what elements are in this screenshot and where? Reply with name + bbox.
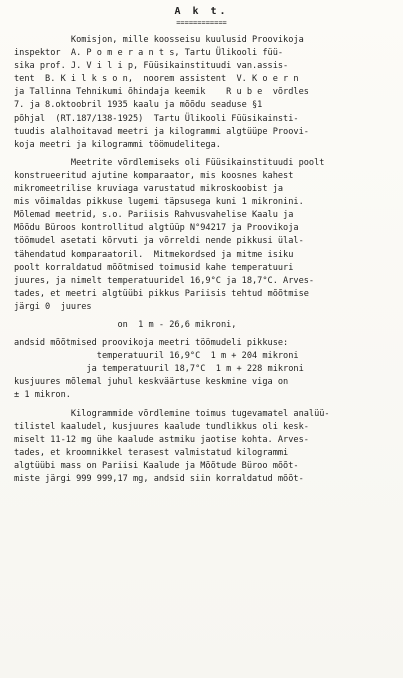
text-line: töömudel asetati kõrvuti ja võrreldi nende pikkusi ülal- <box>14 236 304 247</box>
text-line: konstrueeritud ajutine komparaator, mis koosnes kahest <box>14 170 294 181</box>
text-line: juures, ja nimelt temperatuuridel 16,9°C ja 18,7°C. Arves- <box>14 275 315 286</box>
text-line: 7. ja 8.oktoobril 1935 kaalu ja mõõdu seaduse §1 <box>14 100 263 111</box>
document-body <box>14 34 396 486</box>
text-line: järgi 0 juures <box>14 301 92 312</box>
text-line: Mõlemad meetrid, s.o. Pariisis Rahvusvahelise Kaalu ja <box>14 210 294 221</box>
paragraph-intro <box>14 34 396 152</box>
paragraph-length <box>14 319 396 332</box>
text-line: tades, et kroomnikkel terasest valmistatud kilogrammi <box>14 447 289 458</box>
text-line: tilistel kaaludel, kusjuures kaalude tundlikkus oli kesk- <box>14 421 309 432</box>
title-underline: ============ <box>176 19 227 27</box>
text-line: ja Tallinna Tehnikumi õhindaja keemik R u b e võrdles <box>14 87 309 98</box>
text-line: ja temperatuuril 18,7°C 1 m + 228 mikroni <box>14 364 304 375</box>
paragraph-kilograms <box>14 408 396 487</box>
text-line: tuudis alalhoitavad meetri ja kilogrammi algtüüpe Proovi- <box>14 126 309 137</box>
text-line: algtüübi mass on Pariisi Kaalude ja Mõõtude Büroo mõõt- <box>14 460 299 471</box>
text-line: mikromeetrilise kruviaga varustatud mikroskoobist ja <box>14 184 284 195</box>
paragraph-measurements <box>14 337 396 402</box>
text-line: Mõõdu Büroos kontrollitud algtüüp N°94217 ja Proovikoja <box>14 223 299 234</box>
text-line: tent B. K i l k s o n, noorem assistent V. K o e r n <box>14 74 299 85</box>
text-line: tähendatud komparaatoril. Mitmekordsed ja mitme isiku <box>14 249 294 260</box>
text-line: poolt korraldatud mõõtmised toimusid kahe temperatuuri <box>14 262 294 273</box>
text-line: sika prof. J. V i l i p, Füüsikainstituudi van.assis- <box>14 61 289 72</box>
text-line: koja meetri ja kilogrammi töömudelitega. <box>14 139 221 150</box>
text-line: ± 1 mikron. <box>14 390 71 401</box>
text-line: miselt 11-12 mg ühe kaalude astmiku jaotise kohta. Arves- <box>14 434 309 445</box>
text-line: põhjal (RT.187/138-1925) Tartu Ülikooli Füüsikainsti- <box>14 113 299 124</box>
text-line: inspektor A. P o m e r a n t s, Tartu Ülikooli füü- <box>14 48 284 59</box>
text-line: Kilogrammide võrdlemine toimus tugevamatel analüü- <box>14 408 330 419</box>
text-line: mis võimaldas pikkuse lugemi täpsusega kuni 1 mikronini. <box>14 197 304 208</box>
text-line: Komisjon, mille koosseisu kuulusid Proovikoja <box>14 35 304 45</box>
text-line: kusjuures mõlemal juhul keskväärtuse keskmine viga on <box>14 377 289 388</box>
text-line: miste järgi 999 999,17 mg, andsid siin korraldatud mõõt- <box>14 474 304 484</box>
paragraph-meters <box>14 157 396 314</box>
text-line: temperatuuril 16,9°C 1 m + 204 mikroni <box>14 351 299 362</box>
document-title: A k t. <box>174 6 229 17</box>
text-line: Meetrite võrdlemiseks oli Füüsikainstituudi poolt <box>14 157 325 168</box>
text-line: on 1 m - 26,6 mikroni, <box>14 319 237 330</box>
text-line: tades, et meetri algtüübi pikkus Pariisis tehtud mõõtmise <box>14 288 309 299</box>
text-line: andsid mõõtmised proovikoja meetri töömudeli pikkuse: <box>14 338 289 349</box>
